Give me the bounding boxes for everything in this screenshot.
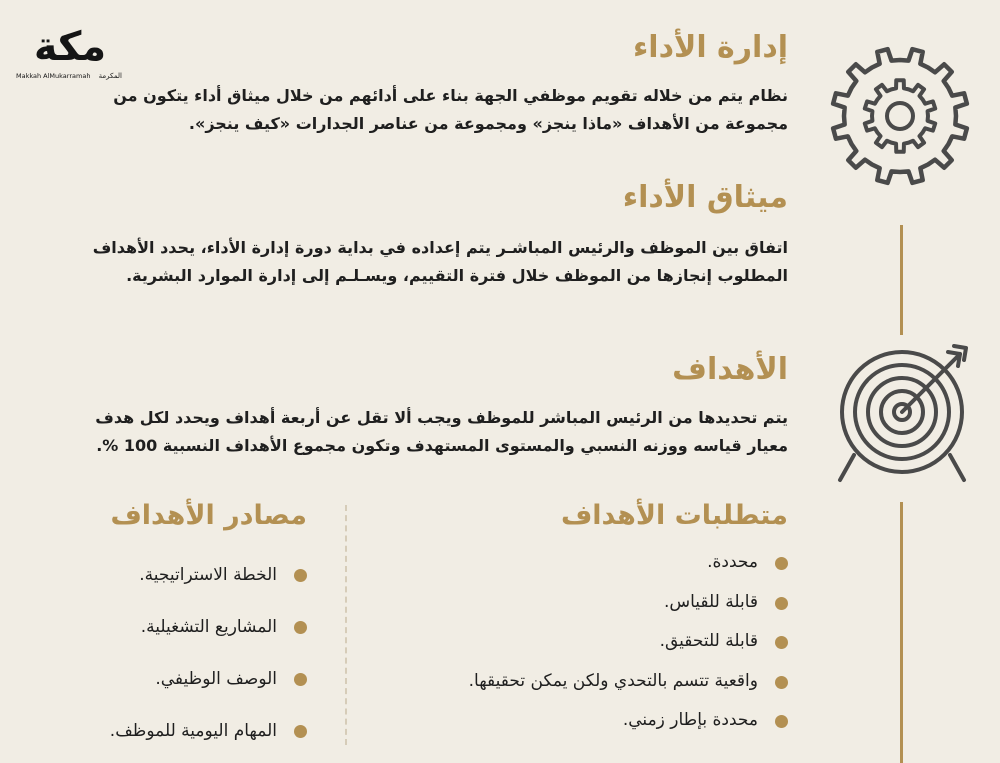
list-item-text: المشاريع التشغيلية. (140, 617, 277, 637)
makkah-logo (14, 20, 126, 84)
list-item-text: واقعية تتسم بالتحدي ولكن يمكن تحقيقها. (468, 670, 758, 691)
bullet-dot (294, 725, 307, 738)
objectives-title: الأهداف (672, 352, 788, 387)
bullet-dot (294, 673, 307, 686)
list-item-text: محددة. (707, 552, 758, 572)
bullet-dot (775, 597, 788, 610)
objective-sources-title: مصادر الأهداف (110, 500, 307, 531)
list-item (57, 711, 307, 763)
objective-requirements-title: متطلبات الأهداف (560, 500, 788, 531)
list-item (57, 659, 307, 711)
logo-subtitle-arabic: المكرمة (98, 72, 122, 80)
list-item (368, 622, 788, 662)
list-item (368, 701, 788, 741)
list-item (368, 543, 788, 583)
list-item (368, 583, 788, 623)
gear-icon (828, 44, 972, 188)
list-item-text: المهام اليومية للموظف. (109, 721, 277, 741)
list-item (368, 662, 788, 702)
performance-management-text: نظام يتم من خلاله تقويم موظفي الجهة بناء على أدائهم من خلال ميثاق أداء يتكون من مجموعة من الأهداف «ماذا ينجز» ومجموعة من عناصر الجدارات «كيف ينجز». (113, 86, 788, 133)
logo-arabic: مكة (33, 24, 107, 70)
list-item-text: قابلة للتحقيق. (659, 631, 758, 651)
column-divider (345, 505, 347, 745)
objectives-text: يتم تحديدها من الرئيس المباشر للموظف ويجب ألا تقل عن أربعة أهداف ويحدد لكل هدف معيار قياسه ووزنه النسبي والمستوى المستهدف وتكون مجموع الأهداف النسبية 100 %. (95, 408, 788, 455)
performance-charter-title: ميثاق الأداء (622, 180, 788, 215)
objective-requirements-list (368, 543, 788, 741)
timeline-line-top (900, 225, 903, 335)
list-item-text: الوصف الوظيفي. (155, 669, 277, 689)
list-item (57, 607, 307, 659)
timeline-line-bottom (900, 502, 903, 763)
bullet-dot (294, 621, 307, 634)
list-item-text: الخطة الاستراتيجية. (139, 565, 277, 585)
list-item (57, 555, 307, 607)
target-icon (832, 340, 982, 485)
list-item-text: محددة بإطار زمني. (622, 710, 758, 730)
performance-charter-text: اتفاق بين الموظف والرئيس المباشـر يتم إعداده في بداية دورة إدارة الأداء، يحدد الأهداف المطلوب إنجازها من الموظف خلال فترة التقييم، ويسـلـم إلى إدارة الموارد البشرية. (92, 238, 788, 285)
logo-subtitle-latin: Makkah AlMukarramah (16, 72, 91, 80)
bullet-dot (294, 569, 307, 582)
bullet-dot (775, 636, 788, 649)
bullet-dot (775, 676, 788, 689)
performance-management-title: إدارة الأداء (632, 30, 788, 65)
list-item-text: قابلة للقياس. (663, 591, 758, 612)
objective-sources-list (57, 555, 307, 763)
bullet-dot (775, 715, 788, 728)
bullet-dot (775, 557, 788, 570)
